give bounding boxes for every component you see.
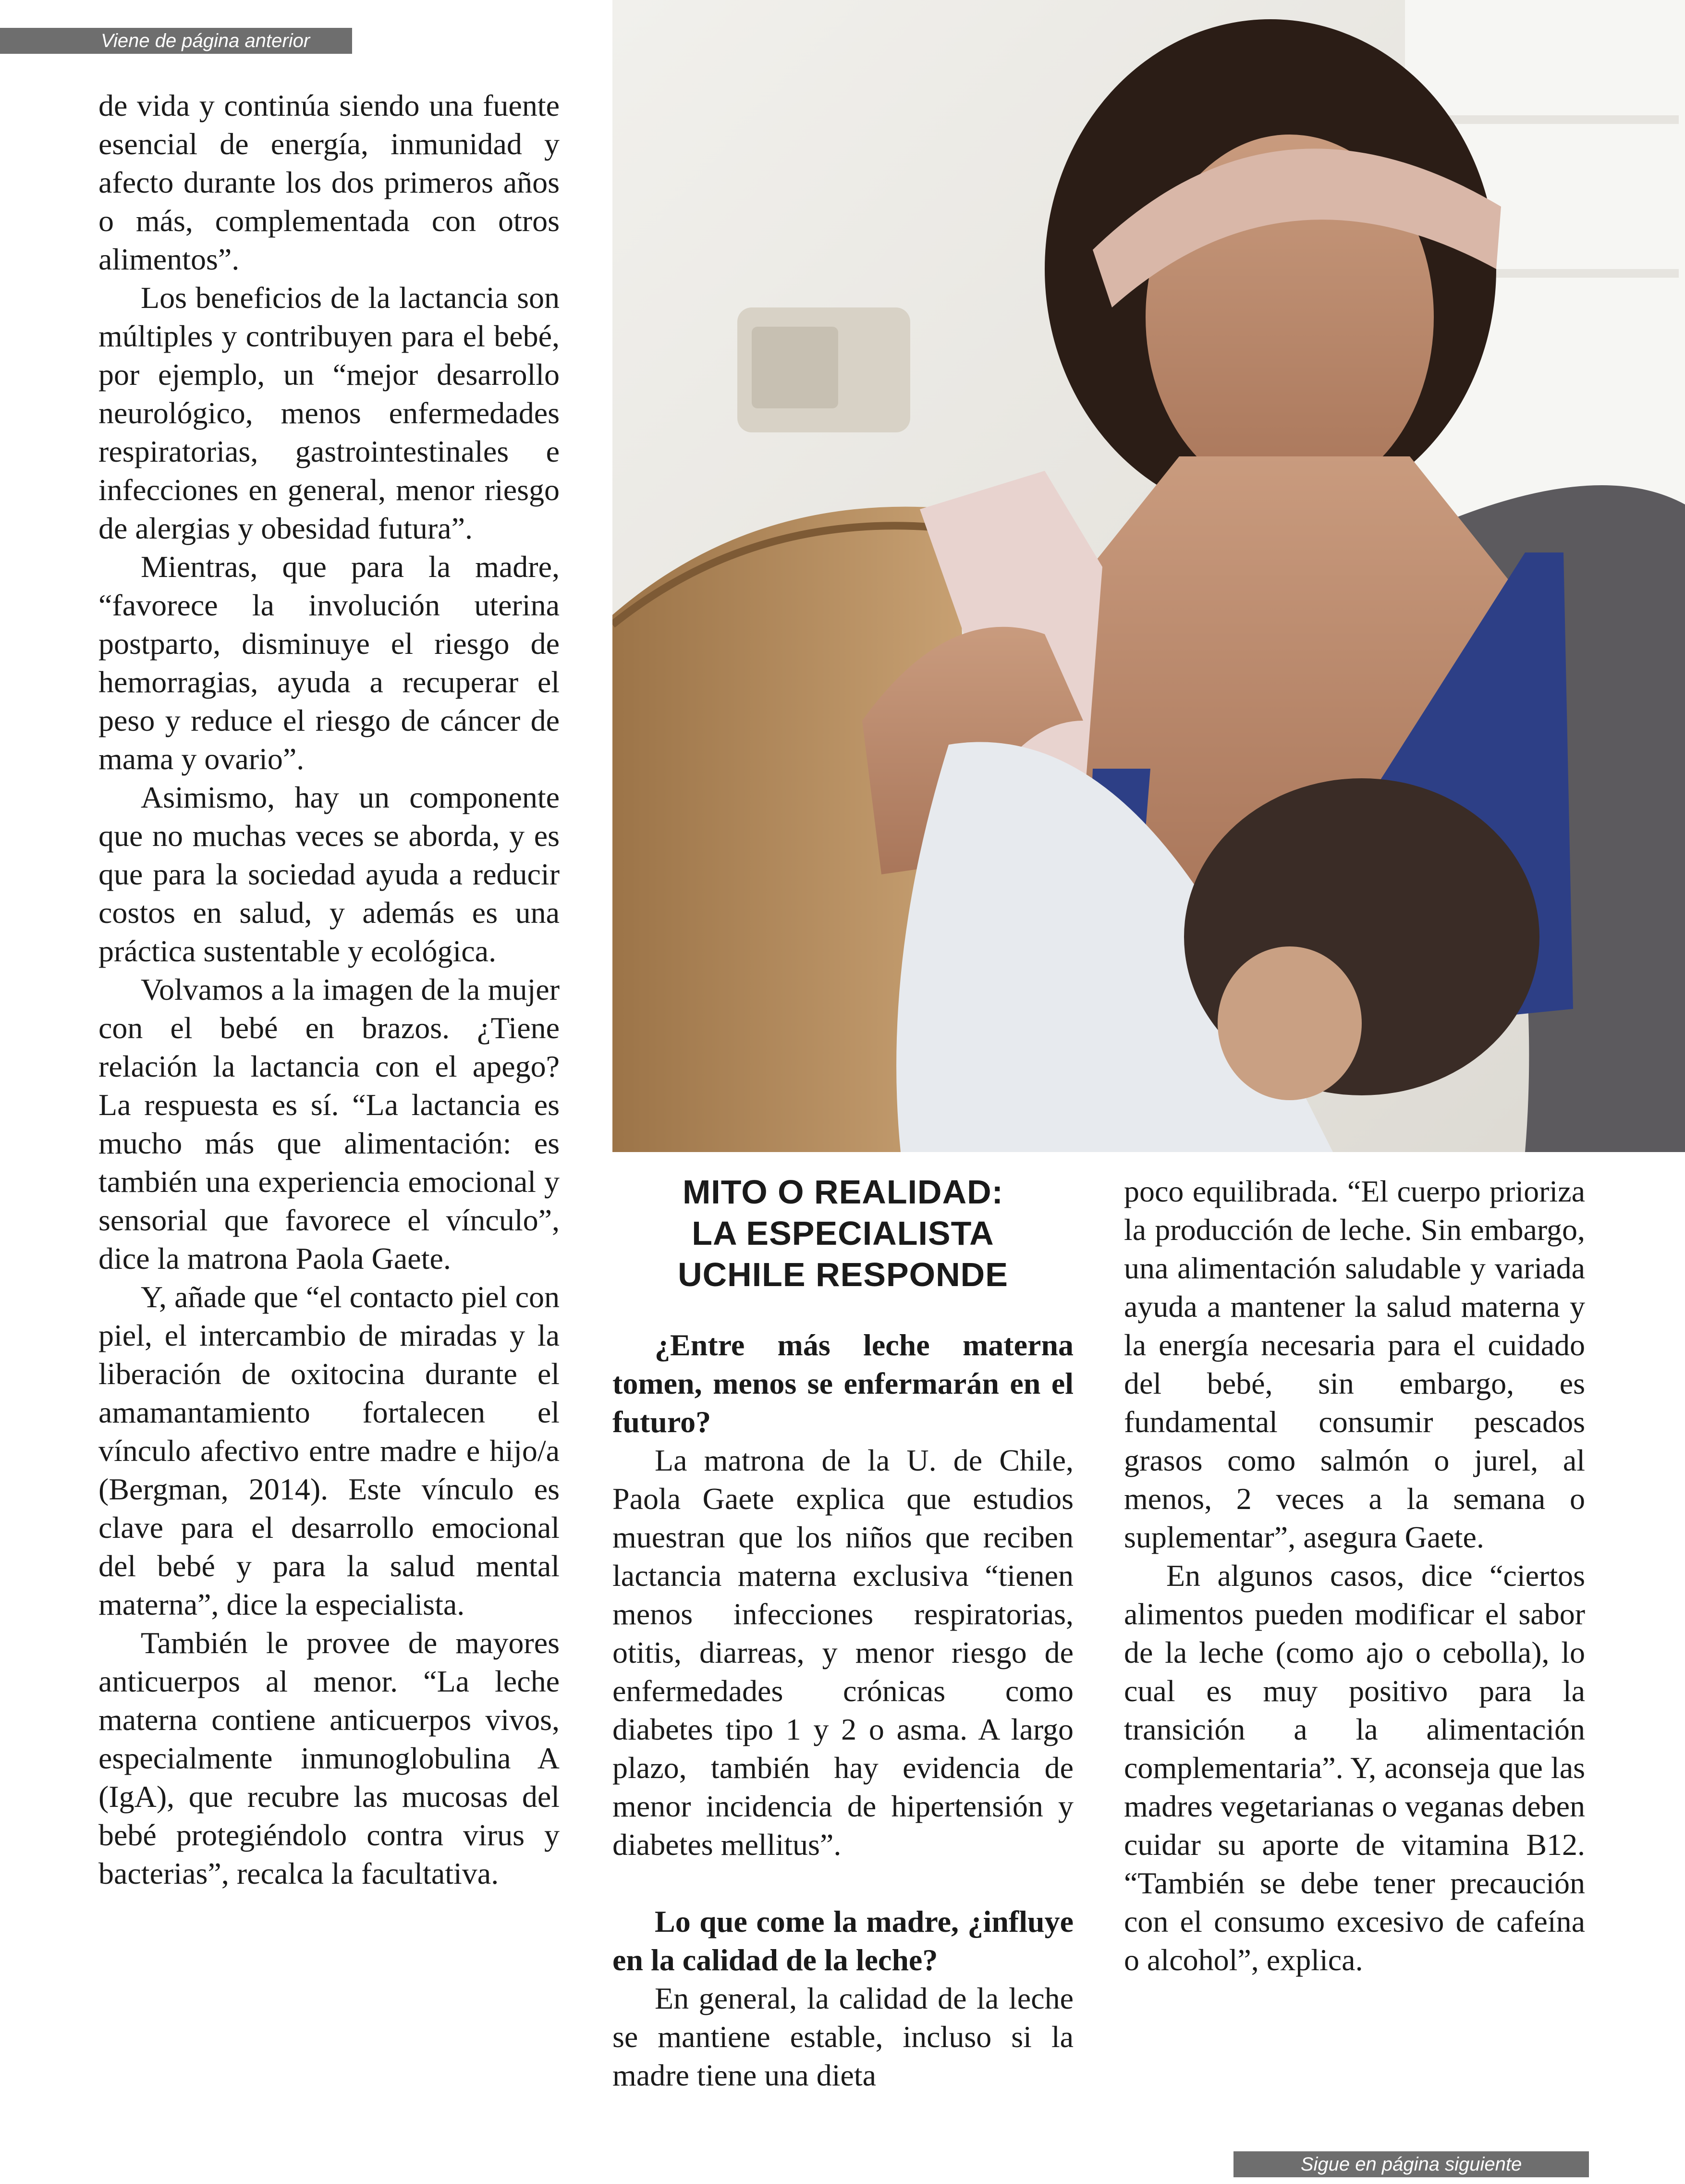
middle-text-column — [612, 1326, 1074, 2095]
question-heading: ¿Entre más leche materna tomen, menos se enfermarán en el futuro? — [612, 1328, 1074, 1439]
continued-from-ribbon: Viene de página anterior — [0, 28, 352, 54]
paragraph: Y, añade que “el contacto piel con piel, el intercambio de miradas y la liberación de oxitocina durante el amamantamiento fortalecen el vínculo afectivo entre madre e hijo/a (Bergman, 2014). Este vínculo es clave para el desarrollo emocional del bebé y para la salud mental materna”, dice la especialista. — [98, 1280, 560, 1621]
paragraph: En general, la calidad de la leche se mantiene estable, incluso si la madre tiene una dieta — [612, 1981, 1074, 2092]
paragraph: En algunos casos, dice “ciertos alimentos pueden modificar el sabor de la leche (como ajo o cebolla), lo cual es muy positivo para la transición a la alimentación complementaria”. Y, aconseja que las madres vegetarianas o veganas deben cuidar su aporte de vitamina B12. “También se debe tener precaución con el consumo excesivo de cafeína o alcohol”, explica. — [1124, 1558, 1585, 1977]
question-heading: Lo que come la madre, ¿influye en la calidad de la leche? — [612, 1904, 1074, 1977]
paragraph: Volvamos a la imagen de la mujer con el bebé en brazos. ¿Tiene relación la lactancia con el apego? La respuesta es sí. “La lactancia es mucho más que alimentación: es también una experiencia emocional y sensorial que favorece el vínculo”, dice la matrona Paola Gaete. — [98, 972, 560, 1276]
right-text-column — [1124, 1172, 1585, 1979]
paragraph: de vida y continúa siendo una fuente esencial de energía, inmunidad y afecto durante los dos primeros años o más, complementada con otros alimentos”. — [98, 88, 560, 276]
spacer — [612, 1864, 1074, 1902]
photo-illustration — [612, 0, 1685, 1152]
paragraph: También le provee de mayores anticuerpos al menor. “La leche materna contiene anticuerpos vivos, especialmente inmunoglobulina A (IgA), que recubre las mucosas del bebé protegiéndolo contra virus y bacterias”, recalca la facultativa. — [98, 1626, 560, 1890]
paragraph: poco equilibrada. “El cuerpo prioriza la producción de leche. Sin embargo, una alimentación saludable y variada ayuda a mantener la salud materna y la energía necesaria para el cuidado del bebé, sin embargo, es fundamental consumir pescados grasos como salmón o jurel, al menos, 2 veces a la semana o suplementar”, asegura Gaete. — [1124, 1174, 1585, 1554]
paragraph: Mientras, que para la madre, “favorece la involución uterina postparto, disminuye el riesgo de hemorragias, ayuda a recuperar el peso y reduce el riesgo de cáncer de mama y ovario”. — [98, 550, 560, 776]
box-heading-line: UCHILE RESPONDE — [678, 1256, 1008, 1293]
paragraph: Asimismo, hay un componente que no muchas veces se aborda, y es que para la sociedad ayuda a reducir costos en salud, y además es una práctica sustentable y ecológica. — [98, 780, 560, 968]
box-heading-line: MITO O REALIDAD: — [682, 1173, 1003, 1211]
box-heading — [612, 1171, 1074, 1295]
continued-on-ribbon: Sigue en página siguiente — [1233, 2151, 1589, 2177]
paragraph: La matrona de la U. de Chile, Paola Gaete explica que estudios muestran que los niños que reciben lactancia materna exclusiva “tienen menos infecciones respiratorias, otitis, diarreas, y menor riesgo de enfermedades crónicas como diabetes tipo 1 y 2 o asma. A largo plazo, también hay evidencia de menor incidencia de hipertensión y diabetes mellitus”. — [612, 1443, 1074, 1862]
box-heading-line: LA ESPECIALISTA — [692, 1215, 994, 1252]
breastfeeding-photo — [612, 0, 1685, 1152]
left-text-column — [98, 86, 560, 1893]
paragraph: Los beneficios de la lactancia son múltiples y contribuyen para el bebé, por ejemplo, un “mejor desarrollo neurológico, menos enfermedades respiratorias, gastrointestinales e infecciones en general, menor riesgo de alergias y obesidad futura”. — [98, 281, 560, 545]
